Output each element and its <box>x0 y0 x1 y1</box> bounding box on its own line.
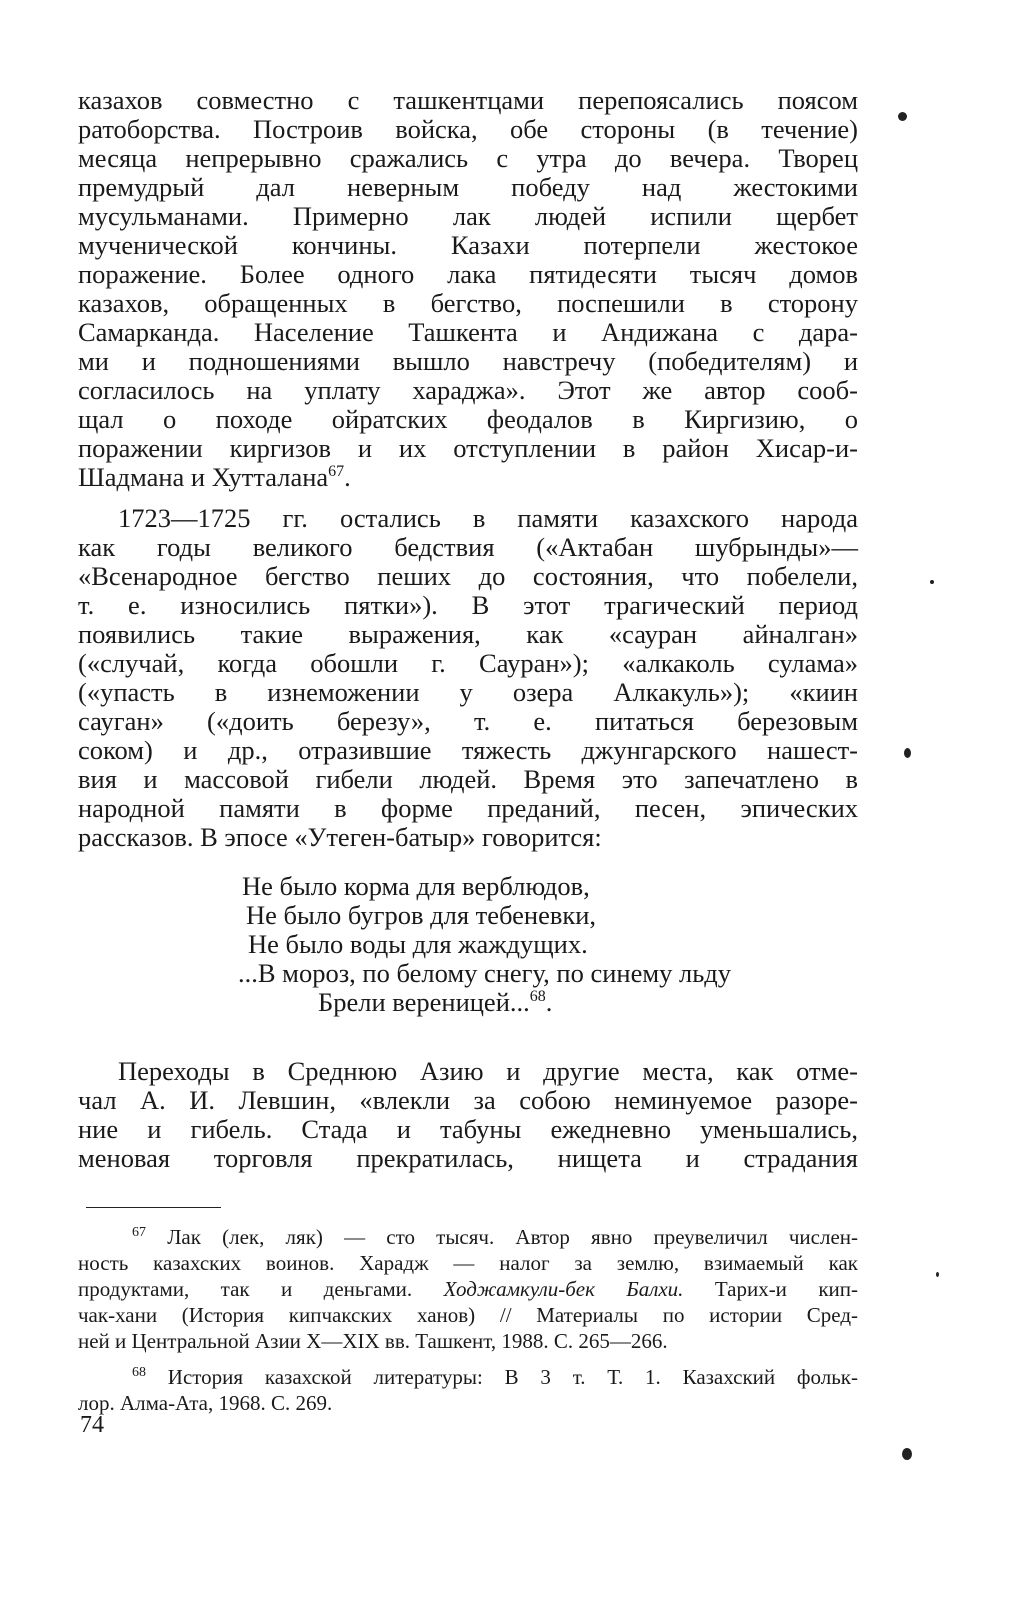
text-line: щал о походе ойратских феодалов в Киргизию, о <box>78 404 858 434</box>
text-line: вия и массовой гибели людей. Время это запечатлено в <box>78 764 858 794</box>
footnote-67-mark: 67 <box>132 1225 146 1240</box>
text-line: («упасть в изнеможении у озера Алкакуль»); «киин <box>78 677 858 707</box>
scan-speck <box>930 580 934 584</box>
footnote-67-line <box>78 1224 858 1250</box>
poem-verse: Не было бугров для тебеневки, <box>246 900 597 930</box>
text-line: поражении киргизов и их отступлении в район Хисар-и- <box>78 433 858 463</box>
paragraph-2 <box>78 504 858 852</box>
scan-speck <box>904 748 911 758</box>
footnote-divider <box>86 1207 221 1208</box>
text-line: рассказов. В эпосе «Утеген-батыр» говорится: <box>78 822 602 852</box>
scan-speck <box>936 1272 939 1277</box>
text-line: Самарканда. Население Ташкента и Андижана с дара- <box>78 317 858 347</box>
page-number: 74 <box>80 1412 104 1438</box>
text-line: месяца непрерывно сражались с утра до вечера. Творец <box>78 143 858 173</box>
footnote-67-line <box>78 1276 858 1302</box>
text-line: «Всенародное бегство пеших до состояния, что побелели, <box>78 561 858 591</box>
footnotes <box>78 1224 858 1416</box>
text-line-content: Шадмана и Хутталана <box>78 462 329 492</box>
footnote-67-text: Лак (лек, ляк) — сто тысяч. Автор явно преувеличил числен- <box>167 1225 859 1249</box>
poem-verse: Не было воды для жаждущих. <box>248 929 588 959</box>
poem-quote <box>238 871 858 1017</box>
text-line: («случай, когда обошли г. Сауран»); «алкаколь сулама» <box>78 648 858 678</box>
text-line-tail: . <box>344 462 351 492</box>
text-line: чал А. И. Левшин, «влекли за собою неминуемое разоре- <box>78 1085 858 1115</box>
footnote-ref-67[interactable]: 67 <box>328 463 345 481</box>
footnote-67-author: Ходжамкули-бек Балхи. <box>443 1277 684 1301</box>
footnote-67-line: ность казахских воинов. Харадж — налог за землю, взимаемый как <box>78 1251 858 1275</box>
text-line <box>78 463 858 492</box>
footnote-68-line <box>78 1364 858 1390</box>
poem-verse-tail: . <box>545 987 553 1017</box>
text-line: ние и гибель. Стада и табуны ежедневно уменьшались, <box>78 1114 858 1144</box>
paragraph-3 <box>78 1057 858 1173</box>
text-line: т. е. износились пятки»). В этот трагический период <box>78 590 858 620</box>
text-line: народной памяти в форме преданий, песен, эпических <box>78 793 858 823</box>
text-line: сауган» («доить березу», т. е. питаться березовым <box>78 706 858 736</box>
paragraph-1 <box>78 86 858 492</box>
scan-speck <box>898 112 907 121</box>
poem-verse: Не было корма для верблюдов, <box>242 871 590 901</box>
footnote-67-text: Тарих-и кип- <box>714 1277 858 1301</box>
text-line: Переходы в Среднюю Азию и другие места, как отме- <box>118 1056 858 1086</box>
text-line: как годы великого бедствия («Актабан шубрынды»— <box>78 532 858 562</box>
text-line: казахов совместно с ташкентцами перепоясались поясом <box>78 85 858 115</box>
text-line: 1723—1725 гг. остались в памяти казахского народа <box>118 503 858 533</box>
text-line: появились такие выражения, как «сауран айналган» <box>78 619 858 649</box>
text-line: премудрый дал неверным победу над жестокими <box>78 172 858 202</box>
poem-verse-content: Брели вереницей... <box>318 987 530 1017</box>
footnote-67-line: чак-хани (История кипчакских ханов) // Материалы по истории Сред- <box>78 1303 858 1327</box>
scan-speck <box>902 1448 912 1460</box>
text-line: ратоборства. Построив войска, обе стороны (в течение) <box>78 114 858 144</box>
footnote-68-text: История казахской литературы: В 3 т. Т. 1. Казахский фольк- <box>167 1365 859 1389</box>
footnote-ref-68[interactable]: 68 <box>529 988 546 1006</box>
footnote-67-text: продуктами, так и деньгами. <box>78 1277 413 1301</box>
text-line: согласилось на уплату хараджа». Этот же автор сооб- <box>78 375 858 405</box>
text-line: меновая торговля прекратилась, нищета и страдания <box>78 1143 858 1173</box>
text-line: ми и подношениями вышло навстречу (победителям) и <box>78 346 858 376</box>
poem-verse <box>242 988 858 1017</box>
text-line: казахов, обращенных в бегство, поспешили в сторону <box>78 288 858 318</box>
text-line: поражение. Более одного лака пятидесяти тысяч домов <box>78 259 858 289</box>
footnote-68-line: лор. Алма-Ата, 1968. С. 269. <box>78 1391 333 1415</box>
poem-verse: ...В мороз, по белому снегу, по синему льду <box>238 958 732 988</box>
text-line: соком) и др., отразившие тяжесть джунгарского нашест- <box>78 735 858 765</box>
text-line: мусульманами. Примерно лак людей испили щербет <box>78 201 858 231</box>
footnote-68-mark: 68 <box>132 1365 146 1380</box>
footnote-67-line: ней и Центральной Азии X—XIX вв. Ташкент, 1988. С. 265—266. <box>78 1329 668 1353</box>
text-line: мученической кончины. Казахи потерпели жестокое <box>78 230 858 260</box>
page-body <box>78 86 858 1416</box>
